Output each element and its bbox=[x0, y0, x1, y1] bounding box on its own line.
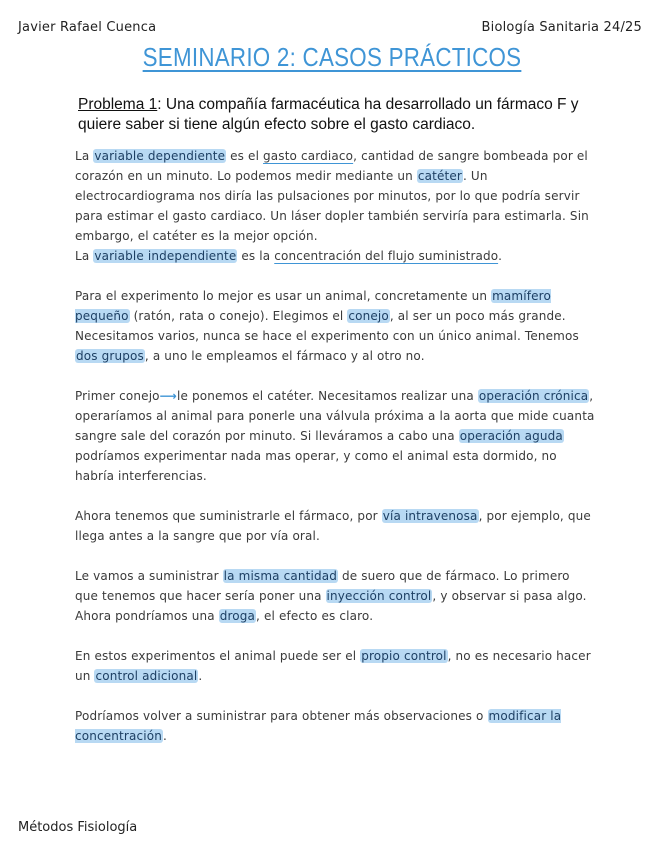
text-run: . Un electrocardiograma nos diría las pulsaciones por minutos, por lo que podría servir para estimar el gasto cardiaco. Un láser dopler también serviría para estimarla. Sin embargo, el catéter es la mejor opción. bbox=[75, 169, 589, 243]
text-run: La bbox=[75, 149, 94, 163]
text-run: es el bbox=[226, 149, 264, 163]
arrow-icon: ⟶ bbox=[159, 389, 178, 403]
paragraph-observaciones bbox=[75, 706, 595, 746]
paragraph-farmaco bbox=[75, 506, 595, 546]
highlight-cateter: catéter bbox=[417, 169, 462, 183]
text-run: es la bbox=[237, 249, 275, 263]
text-run: Para el experimento lo mejor es usar un animal, concretamente un bbox=[75, 289, 492, 303]
footer-label: Métodos Fisiología bbox=[18, 820, 138, 835]
highlight-mamifero: mamífero pequeño bbox=[75, 289, 551, 323]
text-run: . bbox=[162, 729, 167, 743]
author-name: Javier Rafael Cuenca bbox=[18, 20, 157, 35]
paragraph-variables bbox=[75, 146, 595, 266]
notes-body bbox=[75, 146, 595, 766]
highlight-variable-independiente: variable independiente bbox=[94, 249, 237, 263]
text-run: . bbox=[498, 249, 503, 263]
text-run: le ponemos el catéter. Necesitamos realizar una bbox=[177, 389, 478, 403]
text-run: En estos experimentos el animal puede ser el bbox=[75, 649, 361, 663]
text-run: Podríamos volver a suministrar para obtener más observaciones o bbox=[75, 709, 488, 723]
highlight-misma-cantidad: la misma cantidad bbox=[223, 569, 338, 583]
highlight-conejo: conejo bbox=[348, 309, 389, 323]
paragraph-control bbox=[75, 646, 595, 686]
highlight-variable-dependiente: variable dependiente bbox=[94, 149, 226, 163]
text-run: , a uno le empleamos el fármaco y al otro no. bbox=[144, 349, 425, 363]
highlight-operacion-aguda: operación aguda bbox=[459, 429, 563, 443]
problem-label: Problema 1 bbox=[78, 96, 158, 113]
problem-statement bbox=[78, 95, 618, 135]
text-run: . bbox=[198, 669, 203, 683]
underline-concentracion: concentración del flujo suministrado bbox=[274, 249, 499, 263]
text-run: , cantidad de sangre bombeada por el corazón en un minuto. Lo podemos medir mediante un bbox=[75, 149, 588, 183]
highlight-control-adicional: control adicional bbox=[95, 669, 198, 683]
highlight-propio-control: propio control bbox=[361, 649, 447, 663]
highlight-droga: droga bbox=[219, 609, 256, 623]
text-run: , no es necesario hacer un bbox=[75, 649, 591, 683]
text-run: Primer conejo bbox=[75, 389, 160, 403]
text-run: (ratón, rata o conejo). Elegimos el bbox=[129, 309, 348, 323]
paragraph-animal bbox=[75, 286, 595, 366]
text-run: La bbox=[75, 249, 94, 263]
text-run: , por ejemplo, que llega antes a la sangre que por vía oral. bbox=[75, 509, 591, 543]
text-run: podríamos experimentar nada mas operar, y como el animal esta dormido, no habría interferencias. bbox=[75, 449, 557, 483]
text-run: , operaríamos al animal para ponerle una válvula próxima a la aorta que mide cuanta sangre sale del corazón por minuto. Si lleváramos a cabo una bbox=[75, 389, 595, 443]
text-run: , el efecto es claro. bbox=[256, 609, 374, 623]
page-title: SEMINARIO 2: CASOS PRÁCTICOS bbox=[142, 42, 522, 72]
problem-text: : Una compañía farmacéutica ha desarrollado un fármaco F y quiere saber si tiene algún efecto sobre el gasto cardiaco. bbox=[78, 96, 579, 133]
highlight-operacion-cronica: operación crónica bbox=[478, 389, 589, 403]
highlight-dos-grupos: dos grupos bbox=[76, 349, 144, 363]
highlight-via-intravenosa: vía intravenosa bbox=[382, 509, 478, 523]
highlight-modificar-concentracion: modificar la concentración bbox=[75, 709, 562, 743]
underline-gasto-cardiaco: gasto cardiaco bbox=[263, 149, 354, 163]
paragraph-operacion bbox=[75, 386, 595, 486]
text-run: , y observar si pasa algo. Ahora pondríamos una bbox=[75, 589, 587, 623]
course-label: Biología Sanitaria 24/25 bbox=[481, 20, 642, 35]
paragraph-suministro bbox=[75, 566, 595, 626]
text-run: Le vamos a suministrar bbox=[75, 569, 223, 583]
text-run: de suero que de fármaco. Lo primero que tenemos que hacer sería poner una bbox=[75, 569, 570, 603]
text-run: , al ser un poco más grande. Necesitamos varios, nunca se hace el experimento con un único animal. Tenemos bbox=[75, 309, 579, 343]
text-run: Ahora tenemos que suministrarle el fármaco, por bbox=[75, 509, 382, 523]
highlight-inyeccion-control: inyección control bbox=[326, 589, 432, 603]
